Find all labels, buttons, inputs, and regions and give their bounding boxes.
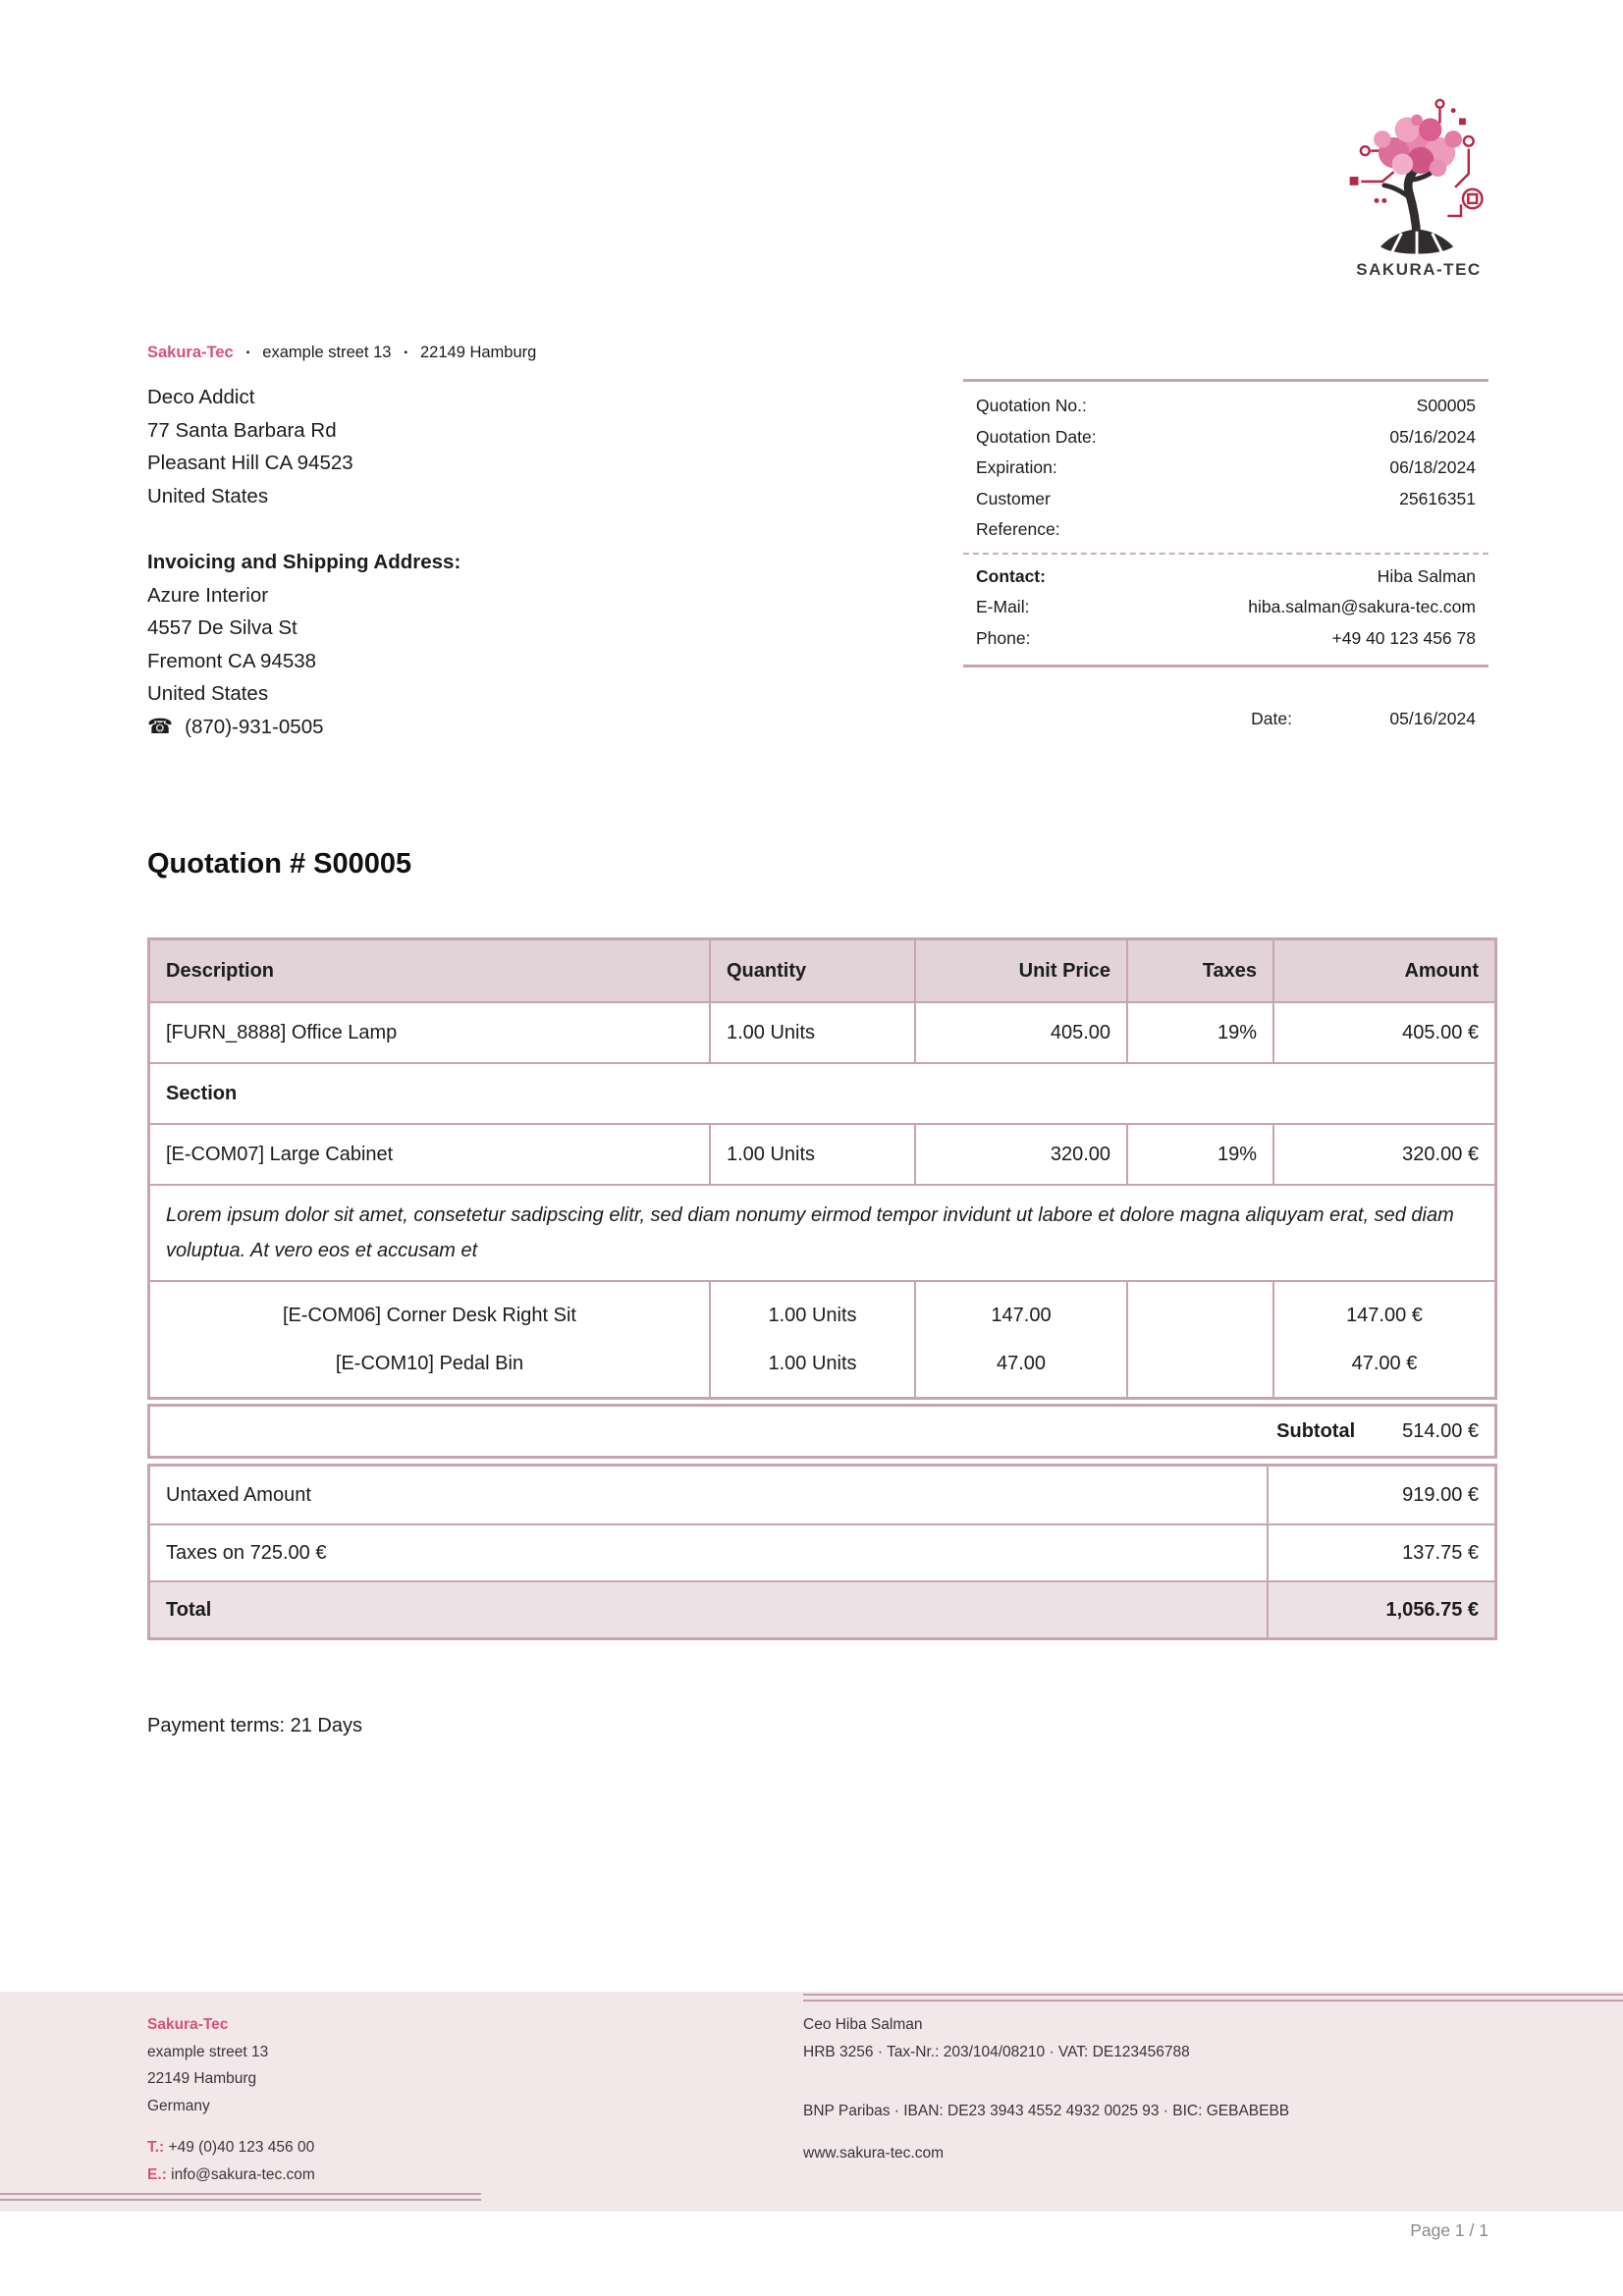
contact-value: Hiba Salman xyxy=(1377,565,1476,586)
item-quantity: 1.00 Units xyxy=(768,1352,857,1374)
taxes-label: Taxes on 725.00 € xyxy=(166,1541,327,1564)
item-unit-price: 405.00 xyxy=(914,1003,1126,1062)
shipping-phone-row xyxy=(147,711,460,744)
item-amount: 320.00 € xyxy=(1272,1125,1494,1184)
info-row-email xyxy=(976,592,1476,623)
untaxed-amount-label: Untaxed Amount xyxy=(166,1483,311,1506)
footer-website: www.sakura-tec.com xyxy=(803,2144,944,2162)
table-header-row xyxy=(150,940,1494,1001)
quotation-info-box xyxy=(963,379,1488,667)
dashed-divider xyxy=(963,553,1488,555)
footer-company-country: Germany xyxy=(147,2097,210,2114)
info-row-customer xyxy=(976,484,1476,515)
grand-total-row xyxy=(150,1580,1494,1637)
item-description: [E-COM06] Corner Desk Right Sit xyxy=(283,1304,576,1326)
shipping-address-block xyxy=(147,546,460,743)
note-row xyxy=(150,1184,1494,1280)
line-items-table xyxy=(147,937,1497,1400)
item-amount: 147.00 € xyxy=(1346,1304,1423,1326)
recipient-city: Pleasant Hill CA 94523 xyxy=(147,452,353,474)
group-amounts xyxy=(1272,1282,1494,1397)
footer-phone-row xyxy=(147,2134,315,2162)
info-row-quotation-no xyxy=(976,391,1476,422)
taxes-value: 137.75 € xyxy=(1267,1525,1494,1580)
footer-email-label: E.: xyxy=(147,2165,167,2183)
item-amount: 47.00 € xyxy=(1351,1352,1418,1374)
total-value: 1,056.75 € xyxy=(1267,1582,1494,1637)
contact-label: Contact: xyxy=(976,565,1046,586)
square-bullet-icon: ▪ xyxy=(404,347,407,358)
item-unit-price: 47.00 xyxy=(996,1352,1047,1374)
phone-label: Phone: xyxy=(976,627,1031,648)
recipient-name: Deco Addict xyxy=(147,386,255,408)
document-date-line xyxy=(963,709,1488,729)
item-note-text: Lorem ipsum dolor sit amet, consetetur sadipscing elitr, sed diam nonumy eirmod tempor invidunt ut labore et dolore magna aliquyam erat, sed diam voluptua. At vero eos et accusam et xyxy=(166,1204,1454,1261)
item-description: [FURN_8888] Office Lamp xyxy=(166,1021,398,1043)
page-title: Quotation # S00005 xyxy=(147,848,412,880)
footer-phone-label: T.: xyxy=(147,2139,165,2156)
shipping-name: Azure Interior xyxy=(147,583,269,607)
footer-legal-block xyxy=(803,2011,1289,2166)
item-unit-price: 320.00 xyxy=(914,1125,1126,1184)
email-value: hiba.salman@sakura-tec.com xyxy=(1248,597,1476,616)
info-row-quotation-date xyxy=(976,422,1476,454)
footer-bank-details: BNP Paribas · IBAN: DE23 3943 4552 4932 0025 93 · BIC: GEBABEBB xyxy=(803,2103,1290,2119)
phone-value: +49 40 123 456 78 xyxy=(1331,627,1476,648)
subtotal-label: Subtotal xyxy=(1276,1419,1356,1442)
item-taxes: 19% xyxy=(1126,1003,1272,1062)
item-amount: 405.00 € xyxy=(1272,1003,1494,1062)
quotation-no-label: Quotation No.: xyxy=(976,396,1087,415)
section-row xyxy=(150,1062,1494,1123)
footer-company-name: Sakura-Tec xyxy=(147,2016,229,2033)
table-row xyxy=(150,1123,1494,1184)
recipient-address-block xyxy=(147,381,353,512)
group-unit-prices xyxy=(914,1282,1126,1397)
shipping-city: Fremont CA 94538 xyxy=(147,649,317,672)
info-row-phone xyxy=(976,623,1476,655)
totals-table xyxy=(147,1464,1497,1640)
header-taxes: Taxes xyxy=(1126,940,1272,1001)
expiration-value: 06/18/2024 xyxy=(1389,457,1476,477)
footer-company-block xyxy=(147,2011,315,2188)
recipient-street: 77 Santa Barbara Rd xyxy=(147,418,337,442)
subtotal-value: 514.00 € xyxy=(1402,1419,1479,1442)
section-label: Section xyxy=(166,1082,238,1104)
page-number: Page 1 / 1 xyxy=(1410,2220,1488,2240)
info-row-reference xyxy=(976,514,1476,546)
grouped-items-row xyxy=(150,1280,1494,1397)
sender-city: 22149 Hamburg xyxy=(420,344,537,361)
payment-terms-text: Payment terms: 21 Days xyxy=(147,1715,362,1736)
sender-return-address-line xyxy=(147,344,536,362)
email-label: E-Mail: xyxy=(976,597,1030,616)
date-label: Date: xyxy=(1251,709,1292,728)
footer-phone-number: +49 (0)40 123 456 00 xyxy=(168,2139,315,2156)
cherry-blossom-tree-icon xyxy=(1331,93,1506,258)
untaxed-amount-value: 919.00 € xyxy=(1267,1467,1494,1523)
company-logo xyxy=(1331,93,1506,280)
shipping-street: 4557 De Silva St xyxy=(147,616,298,639)
item-description: [E-COM10] Pedal Bin xyxy=(335,1352,524,1374)
quotation-date-label: Quotation Date: xyxy=(976,426,1097,447)
item-quantity: 1.00 Units xyxy=(768,1304,857,1326)
shipping-address-heading: Invoicing and Shipping Address: xyxy=(147,551,461,573)
header-quantity: Quantity xyxy=(709,940,914,1001)
shipping-country: United States xyxy=(147,682,269,705)
recipient-country: United States xyxy=(147,484,269,507)
customer-label: Customer xyxy=(976,488,1051,508)
taxes-row xyxy=(150,1523,1494,1580)
group-quantities xyxy=(709,1282,914,1397)
footer-ceo: Ceo Hiba Salman xyxy=(803,2016,923,2033)
header-description: Description xyxy=(166,959,275,982)
total-label: Total xyxy=(166,1598,212,1621)
logo-wordmark: SAKURA-TEC xyxy=(1356,260,1482,279)
header-unit-price: Unit Price xyxy=(914,940,1126,1001)
item-unit-price: 147.00 xyxy=(991,1304,1052,1326)
footer-left-double-rule xyxy=(0,2193,481,2201)
reference-label: Reference: xyxy=(976,519,1060,539)
footer-company-city: 22149 Hamburg xyxy=(147,2070,257,2087)
group-descriptions xyxy=(150,1282,709,1397)
square-bullet-icon: ▪ xyxy=(245,347,250,358)
expiration-label: Expiration: xyxy=(976,457,1057,477)
footer-registration: HRB 3256 · Tax-Nr.: 203/104/08210 · VAT: DE123456788 xyxy=(803,2043,1190,2060)
untaxed-amount-row xyxy=(150,1467,1494,1523)
quotation-no-value: S00005 xyxy=(1416,396,1476,415)
date-value: 05/16/2024 xyxy=(1389,709,1476,728)
table-row xyxy=(150,1001,1494,1062)
sender-street: example street 13 xyxy=(262,344,392,361)
shipping-phone-number: (870)-931-0505 xyxy=(185,715,324,738)
info-row-contact xyxy=(976,561,1476,593)
item-quantity: 1.00 Units xyxy=(709,1003,914,1062)
item-taxes: 19% xyxy=(1126,1125,1272,1184)
subtotal-row xyxy=(147,1404,1497,1459)
item-quantity: 1.00 Units xyxy=(709,1125,914,1184)
sender-company-name: Sakura-Tec xyxy=(147,344,234,361)
item-description: [E-COM07] Large Cabinet xyxy=(166,1143,394,1165)
footer-email-address: info@sakura-tec.com xyxy=(171,2165,315,2183)
customer-value: 25616351 xyxy=(1399,488,1476,508)
line-items-area xyxy=(147,937,1497,1640)
header-amount: Amount xyxy=(1272,940,1494,1001)
info-row-expiration xyxy=(976,453,1476,484)
footer-right-double-rule xyxy=(803,1994,1623,2002)
footer-company-street: example street 13 xyxy=(147,2043,269,2060)
footer-email-row xyxy=(147,2162,315,2189)
phone-icon: ☎ xyxy=(147,715,174,738)
quotation-date-value: 05/16/2024 xyxy=(1389,426,1476,447)
group-taxes xyxy=(1126,1282,1272,1397)
